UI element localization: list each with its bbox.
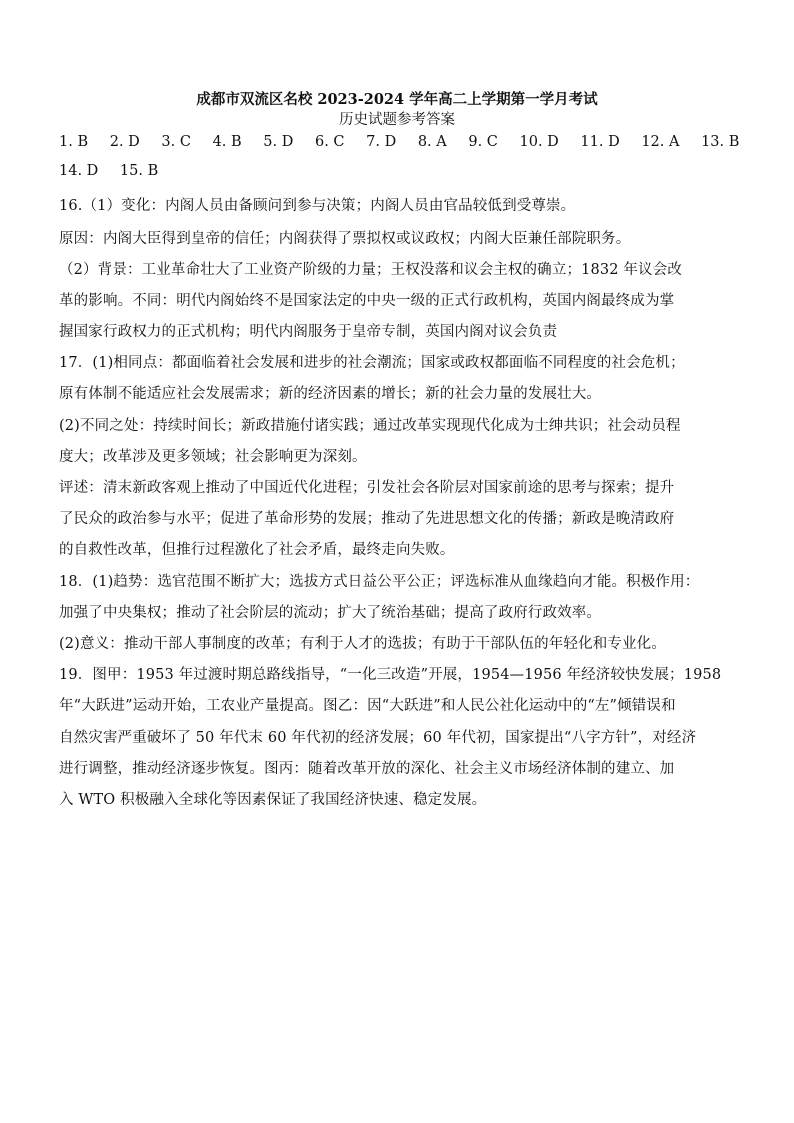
choice-answer: 10. D [519,134,559,150]
choice-answer: 13. B [701,134,740,150]
choice-answer: 8. A [417,134,447,150]
answer-line: （2）背景：工业革命壮大了工业资产阶级的力量；王权没落和议会主权的确立；1832 年议会改 [59,262,682,278]
page-title: 成都市双流区名校 2023-2024 学年高二上学期第一学月考试 [196,91,598,108]
choice-answer: 15. B [119,163,159,179]
choice-answer: 1. B [59,134,89,150]
choice-answer: 4. B [212,134,242,150]
answer-line: 16.（1）变化：内阁人员由备顾问到参与决策；内阁人员由官品较低到受尊崇。 [59,198,576,214]
answer-line: 的自救性改革，但推行过程激化了社会矛盾，最终走向失败。 [59,542,455,558]
answer-line: 革的影响。不同：明代内阁始终不是国家法定的中央一级的正式行政机构，英国内阁最终成为掌 [59,293,675,309]
answer-line: 原因：内阁大臣得到皇帝的信任；内阁获得了票拟权或议政权；内阁大臣兼任部院职务。 [59,231,631,247]
choice-answer: 5. D [263,134,294,150]
answer-line: 度大；改革涉及更多领域；社会影响更为深刻。 [59,449,367,465]
answer-line: 原有体制不能适应社会发展需求；新的经济因素的增长；新的社会力量的发展壮大。 [59,386,602,402]
answer-line: 19．图甲：1953 年过渡时期总路线指导，“一化三改造”开展，1954—1956 年经济较快发展；1958 [59,667,722,683]
choice-answers-row-2 [59,163,175,179]
choice-answer: 12. A [641,134,680,150]
answer-line: (2)意义：推动干部人事制度的改革；有利于人才的选拔；有助于干部队伍的年轻化和专业化。 [59,636,666,652]
choice-answer: 6. C [314,134,345,150]
answer-line: 了民众的政治参与水平；促进了革命形势的发展；推动了先进思想文化的传播；新政是晚清政府 [59,511,675,527]
answer-line: 评述：清末新政客观上推动了中国近代化进程；引发社会各阶层对国家前途的思考与探索；提升 [59,480,675,496]
answer-line: 自然灾害严重破坏了 50 年代末 60 年代初的经济发展；60 年代初，国家提出“八字方针”，对经济 [59,730,697,746]
answer-line: 进行调整，推动经济逐步恢复。图丙：随着改革开放的深化、社会主义市场经济体制的建立、加 [59,761,675,777]
choice-answer: 9. C [468,134,498,150]
answer-line: (2)不同之处：持续时间长；新政措施付诸实践；通过改革实现现代化成为士绅共识；社会动员程 [59,418,681,434]
answer-line: 握国家行政权力的正式机构；明代内阁服务于皇帝专制，英国内阁对议会负责 [59,324,558,340]
answer-line: 加强了中央集权；推动了社会阶层的流动；扩大了统治基础；提高了政府行政效率。 [59,605,602,621]
answer-line: 18．(1)趋势：选官范围不断扩大；选拔方式日益公平公正；评选标准从血缘趋向才能。积极作用： [59,574,700,590]
choice-answers-row-1 [59,134,739,150]
choice-answer: 11. D [580,134,620,150]
answer-line: 17．(1)相同点：都面临着社会发展和进步的社会潮流；国家或政权都面临不同程度的社会危机； [59,355,685,371]
answer-line: 年“大跃进”运动开始，工农业产量提高。图乙：因“大跃进”和人民公社化运动中的“左”倾错误和 [59,698,676,714]
answer-line: 入 WTO 积极融入全球化等因素保证了我国经济快速、稳定发展。 [59,792,487,808]
choice-answer: 7. D [366,134,397,150]
choice-answer: 14. D [59,163,99,179]
choice-answer: 2. D [109,134,140,150]
choice-answer: 3. C [161,134,191,150]
page-subtitle: 历史试题参考答案 [339,112,455,128]
